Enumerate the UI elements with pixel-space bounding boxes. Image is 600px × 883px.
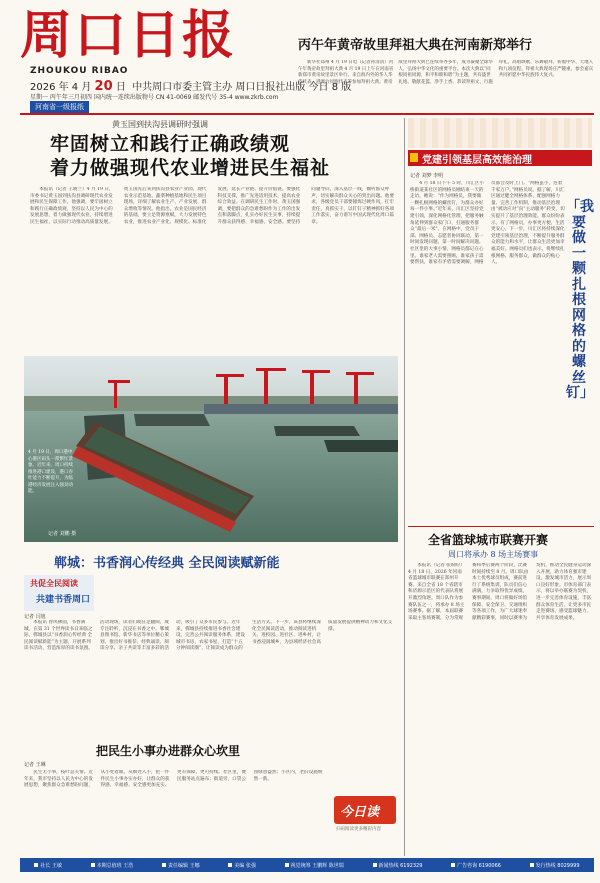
column-divider bbox=[404, 118, 405, 856]
lead-body: 本报讯（记者 王晓兰）4 月 19 日，市委书记黄玉国到扶沟县调研现代农业发展和民生保障工作。他强调，要牢固树立和践行正确政绩观，坚持以人民为中心的发展思想，着力做强现代农业，持续增进民生福祉，以实际行动推动高质量发展。黄玉国先后来到扶沟县农业产业园、现代农业示范基地、蔬菜种植基地和民生项目现场，详细了解农业生产、产业发展、群众增收等情况。他指出，农业是国民经济的基础，要立足资源禀赋，大力发展特色农业，推进农业产业化、规模化、标准化发展，延长产业链、提升价值链。要强化科技支撑，推广先进适用技术，提高农业综合效益。在调研民生工作时，黄玉国强调，要把群众的急难愁盼作为工作的出发点和落脚点，扎实办好民生实事，持续提升群众获得感、幸福感、安全感。要坚持问题导向，深入基层一线，倾听群众呼声，切实解决群众关心的突出问题。他要求，各级党员干部要锤炼过硬作风，扛牢责任，真抓实干，以钉钉子精神抓好各项工作落实，奋力谱写中国式现代化周口篇章。 bbox=[30, 187, 394, 225]
newspaper-pinyin: ZHOUKOU RIBAO bbox=[30, 66, 129, 76]
daily-read-logo[interactable] bbox=[334, 796, 396, 824]
basketball-body: 本报讯（记者 张盼盼）4 月 18 日，2026 年河南省篮球城市联赛在郑州开赛。来自全省 18 个省辖市和济源示范区的代表队将展开激烈角逐。周口队作为参赛队伍之一，将承办 8 场主场赛事。据了解，本届联赛采取主客场赛制，分为常规赛和季后赛两个阶段，比赛时间持续至 8 月。周口队由本土优秀球员组成，赛前进行了系统集训，队员们信心满满，力争取得优异成绩。赛事期间，周口将做好场馆保障、安全保卫、交通组织等各项工作，为广大球迷奉献精彩赛事，同时以赛事为契机，推动全民健身运动深入开展，助力体育强市建设，激发城市活力，展示周口良好形象。市体育部门表示，将以举办联赛为契机，进一步完善体育设施，丰富群众体育生活，让更多市民走进赛场、感受篮球魅力，共享体育发展成果。 bbox=[408, 563, 592, 621]
lead-headline-line2: 着力做强现代农业增进民生福祉 bbox=[50, 157, 331, 179]
basketball-headline[interactable]: 全省篮球城市联赛开赛 bbox=[428, 533, 549, 547]
party-building-graphic bbox=[408, 118, 592, 148]
party-building-banner[interactable] bbox=[408, 150, 592, 166]
photo-credit: 记者 刘鹏 摄 bbox=[48, 531, 77, 537]
smallthings-reporter: 记者 王琳 bbox=[24, 762, 46, 768]
footer-item: 新闻热线 6192329 bbox=[373, 862, 423, 869]
daily-read-sub: 扫码阅读更多精彩内容 bbox=[336, 827, 381, 832]
smallthings-body: 民生无小事，枝叶总关情。近年来，我市坚持以人民为中心的发展思想，聚焦群众急难愁盼问题，从小处着眼、从细处入手，把一件件民生小事办实办好，让群众的获得感、幸福感、安全感更加充实、更有保障、更可持续。社区里，便民服务站点遍布；街道旁，口袋公园绿意盎然；小区内，老旧设施焕然一新。 bbox=[24, 770, 323, 789]
issue-day: 20 bbox=[94, 79, 113, 94]
footer-item: 责任编辑 王娜 bbox=[162, 862, 200, 869]
footer-bar bbox=[20, 858, 594, 872]
lead-headline[interactable] bbox=[50, 132, 330, 180]
masthead-divider bbox=[20, 113, 594, 115]
footer-item: 美编 张强 bbox=[228, 862, 256, 869]
issue-day-unit: 日 bbox=[115, 82, 126, 93]
issue-info: 中共周口市委主管主办 周口日报社出版 今日 8 版 bbox=[132, 82, 352, 93]
issue-year-month: 2026 年 4 月 bbox=[30, 82, 92, 93]
flag-icon bbox=[410, 153, 418, 162]
reading-body: 本报讯 春风拂面，书香满城。在第 31 个世界读书日来临之际，郸城县以“书香润心传经典 全民阅读赋新能”为主题，开展系列读书活动，营造浓厚的读书氛围。活动现场，读者们或驻足翻阅，或专注聆听，沉浸在书香之中。郸城县图书馆、新华书店等单位精心策划，推出好书推荐、经典诵读、阅读分享、亲子共读等丰富多彩的活动，吸引了众多市民参与。近年来，郸城县持续推进书香社会建设，完善公共阅读服务体系，建设城市书房、农家书屋，打造“十五分钟阅读圈”，让阅读成为群众的生活方式。下一步，该县将继续深化全民阅读活动，推动阅读进机关、进校园、进社区、进乡村，让书香浸润城乡，为县域经济社会高质量发展提供精神动力和文化支撑。 bbox=[24, 620, 393, 652]
footer-item: 广告咨询 6190066 bbox=[451, 862, 501, 869]
essay-body: 4 月 18 日下午 5 时，川汇区小桥街道某社区的网格员刚结束一天的走访。她说：“作为网格员，我要做一颗扎根网格的螺丝钉，为群众办好每一件小事。”近年来，川汇区坚持党建引领，深化网格化管理，把服务触角延伸到群众家门口，打通服务群众“最后一米”。在网格中，党员干部、网格员、志愿者协同联动，第一时间发现问题、第一时间解决问题。社区里的大事小情，网格员都记在心里。谁家老人需要照顾，谁家孩子需要帮扶，谁家有矛盾需要调解，网格员都会及时上门。“网格虽小，连着千家万户。”网格员说。据了解，川汇区通过健全网格体系、配强网格力量、完善工作机制，推动基层治理由“被动应对”向“主动服务”转变，切实提升了基层治理效能。群众纷纷表示，有了网格员，办事更方便、生活更安心。下一步，川汇区将持续深化党建引领基层治理，不断提升服务群众的能力和水平，让群众生活更加幸福美好。网格员们也表示，将继续扎根网格、服务群众，做群众的贴心人。 bbox=[410, 181, 565, 266]
newspaper-title: 周口日报 bbox=[20, 5, 237, 66]
essay-vertical-title[interactable]: 「我要做一颗扎根网格的螺丝钉」 bbox=[566, 199, 594, 401]
party-building-banner-text: 党建引领基层高效能治理 bbox=[422, 155, 532, 166]
reading-logo-line1: 共促全民阅读 bbox=[30, 578, 78, 588]
footer-item: 本期总值班 王浩 bbox=[91, 862, 134, 869]
port-photo-image bbox=[24, 356, 398, 542]
lead-kicker: 黄玉国到扶沟县调研时强调 bbox=[112, 120, 208, 129]
basketball-subheadline: 周口将承办 8 场主场赛事 bbox=[448, 550, 539, 559]
port-photo[interactable] bbox=[24, 356, 398, 542]
reading-logo-line2: 共建书香周口 bbox=[36, 595, 91, 605]
top-story-headline[interactable]: 丙午年黄帝故里拜祖大典在河南新郑举行 bbox=[298, 38, 533, 53]
top-story-body: 新华社郑州 4 月 19 日电（记者孙清清）丙午年黄帝故里拜祖大典 4 月 19 日上午在河南省新郑市黄帝故里景区举行。来自海内外的华人华侨代表、港澳台同胞代表等参加拜祖大典。黄帝故里拜祖大典已连续举办多年，成为凝聚全球华人、弘扬中华文化的重要平台。本次大典以“同根同祖同源，和平和睦和谐”为主题，共有盛世礼炮、敬献花篮、净手上香、恭读拜祖文、行施拜礼、高唱颂歌、乐舞敬拜、祈福中华、天地人和九项仪程。拜祖大典现场庄严隆重，参会嘉宾共同祈愿中华民族伟大复兴。 bbox=[298, 60, 594, 85]
photo-caption: 4 月 19 日，周口港中心港区码头一派繁忙景象。近年来，周口持续推进港口建设，港口吞吐能力不断提升，为临港经济发展注入强劲动能。 bbox=[28, 450, 73, 494]
reading-reporter: 记者 闫旭 bbox=[24, 614, 46, 620]
footer-item: 社长 王敏 bbox=[34, 862, 62, 869]
daily-read-label: 今日读 bbox=[340, 805, 380, 820]
reading-headline[interactable]: 郸城：书香润心传经典 全民阅读赋新能 bbox=[54, 556, 280, 571]
issue-meta: 星期一 丙午年三月初四 国内统一连续出版物号 CN 41-0069 邮发代号 35-4 www.zkrb.com bbox=[30, 94, 279, 101]
footer-item: 视觉统筹 王鹏辉 陈世瑞 bbox=[285, 862, 344, 869]
lead-headline-line1: 牢固树立和践行正确政绩观 bbox=[50, 133, 291, 155]
smallthings-headline[interactable]: 把民生小事办进群众心坎里 bbox=[96, 744, 241, 758]
basketball-divider bbox=[408, 526, 594, 527]
footer-item: 发行热线 8029999 bbox=[530, 862, 580, 869]
rating-badge: 河南省一级报纸 bbox=[30, 101, 89, 113]
essay-reporter: 记者 刘梦 李明 bbox=[410, 173, 444, 179]
